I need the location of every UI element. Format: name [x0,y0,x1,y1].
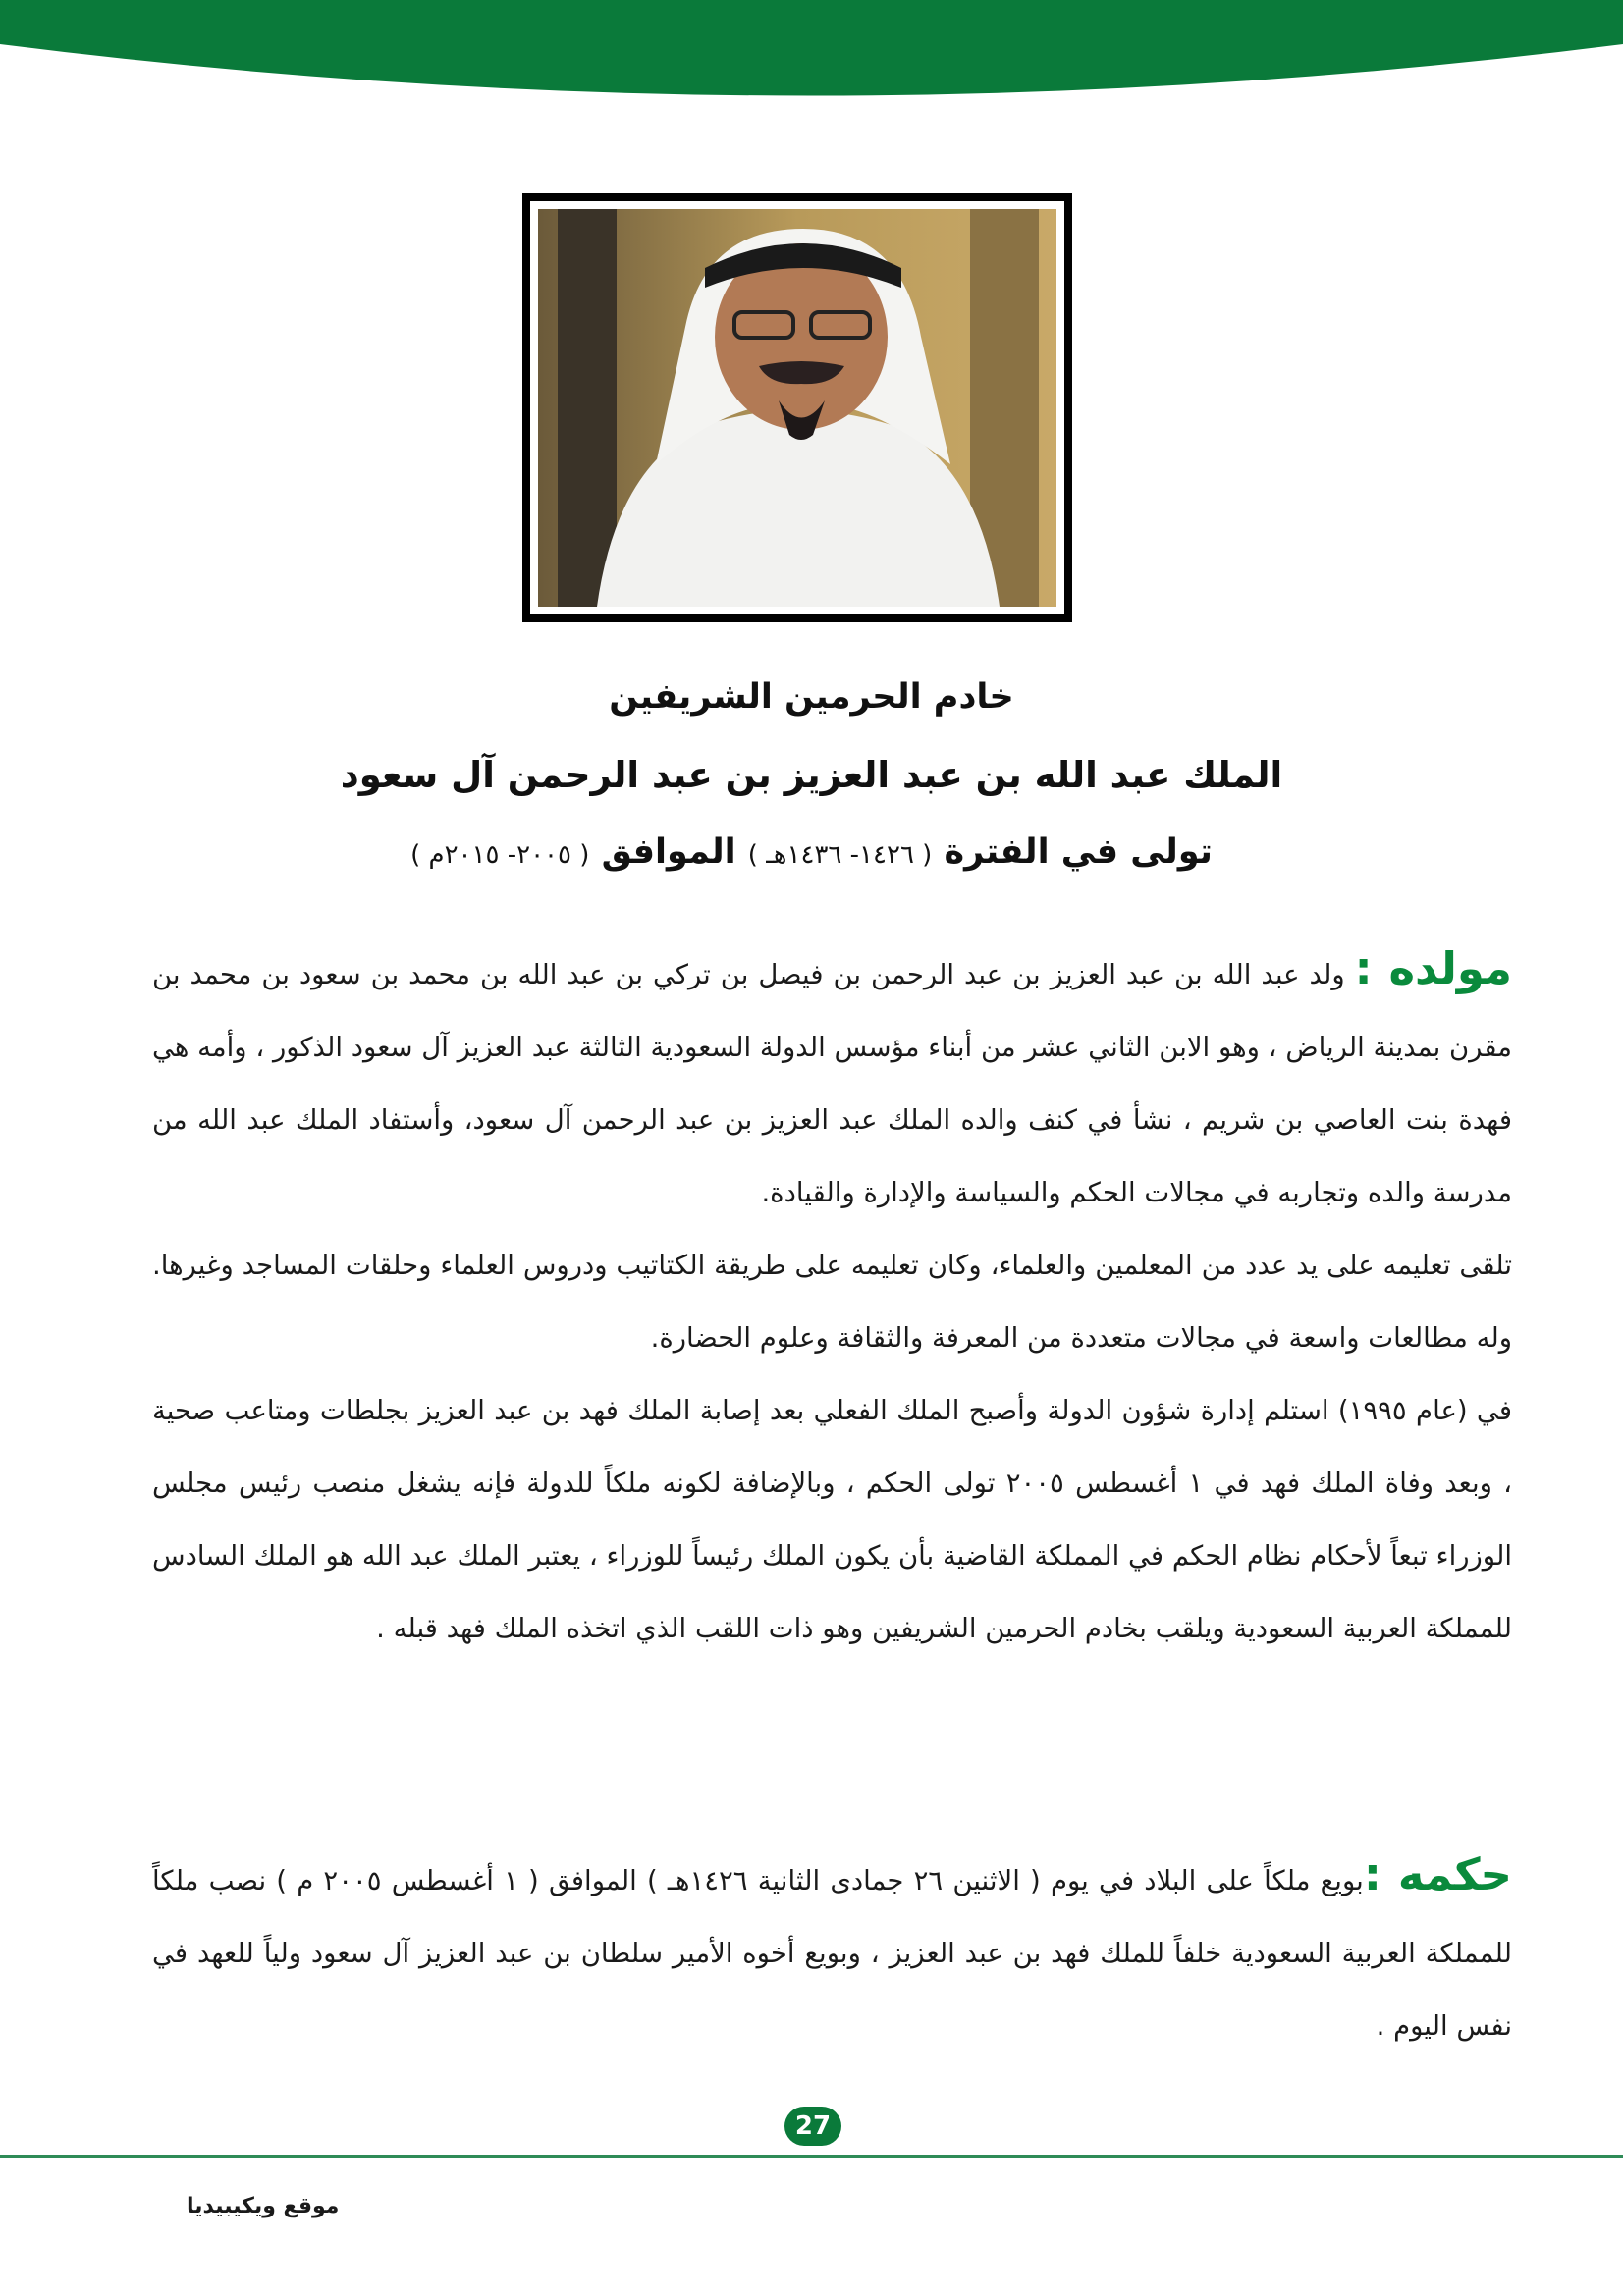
reign-gregorian: ( ٢٠٠٥- ٢٠١٥م ) [410,840,590,870]
reign-label: تولى في الفترة [944,832,1213,872]
birth-label: مولده : [1354,942,1512,994]
birth-paragraph-3: في (عام ١٩٩٥) استلم إدارة شؤون الدولة وأصبح الملك الفعلي بعد إصابة الملك فهد بن عبد العزيز بجلطات ومتاعب صحية ، وبعد وفاة الملك فهد في ١ أغسطس ٢٠٠٥ تولى الحكم ، وبالإضافة لكونه ملكاً للدولة فإنه يشغل منصب رئيس مجلس الوزراء تبعاً لأحكام نظام الحكم في المملكة القاضية بأن يكون الملك رئيساً للوزراء ، يعتبر الملك عبد الله هو الملك السادس للمملكة العربية السعودية ويلقب بخادم الحرمين الشريفين وهو ذات اللقب الذي اتخذه الملك فهد قبله . [152,1395,1513,1644]
birth-paragraph-2: تلقى تعليمه على يد عدد من المعلمين والعلماء، وكان تعليمه على طريقة الكتاتيب ودروس العلماء وحلقات المساجد وغيرها. وله مطالعات واسعة في مجالات متعددة من المعرفة والثقافة وعلوم الحضارة. [152,1250,1512,1354]
title-line-1: خادم الحرمين الشريفين [609,677,1014,717]
rule-text: بويع ملكاً على البلاد في يوم ( الاثنين ٢٦ جمادى الثانية ١٤٢٦هـ ) الموافق ( ١ أغسطس ٢٠٠٥ م ) نصب ملكاً للمملكة العربية السعودية خلفاً للملك فهد بن عبد العزيز ، وبويع أخوه الأمير سلطان بن عبد العزيز آل سعود ولياً للعهد في نفس اليوم . [152,1865,1512,2042]
birth-paragraph-1 [152,933,1512,1229]
portrait-frame [522,193,1072,622]
portrait-photo [538,209,1056,607]
rule-label: حكمه : [1363,1848,1512,1900]
corresponding-label: الموافق [601,832,736,872]
reign-hijri: ( ١٤٢٦- ١٤٣٦هـ ) [747,840,933,870]
page-number-badge: 27 [784,2107,841,2146]
birth-section [152,933,1512,1665]
footer-divider [0,2155,1623,2158]
title-line-2: الملك عبد الله بن عبد العزيز بن عبد الرحمن آل سعود [340,754,1283,796]
top-green-band [0,0,1623,108]
birth-text-1: ولد عبد الله بن عبد العزيز بن عبد الرحمن بن فيصل بن تركي بن عبد الله بن محمد بن سعود بن محمد بن مقرن بمدينة الرياض ، وهو الابن الثاني عشر من أبناء مؤسس الدولة السعودية الثالثة عبد العزيز آل سعود الذكور ، وأمه هي فهدة بنت العاصي بن شريم ، نشأ في كنف والده الملك عبد العزيز بن عبد الرحمن آل سعود، وأستفاد الملك عبد الله من مدرسة والده وتجاربه في مجالات الحكم والسياسة والإدارة والقيادة. [152,959,1512,1208]
title-line-3 [295,832,1328,872]
rule-paragraph [152,1839,1512,2062]
source-note: موقع ويكيبيديا [187,2194,340,2218]
rule-section [152,1839,1512,2062]
